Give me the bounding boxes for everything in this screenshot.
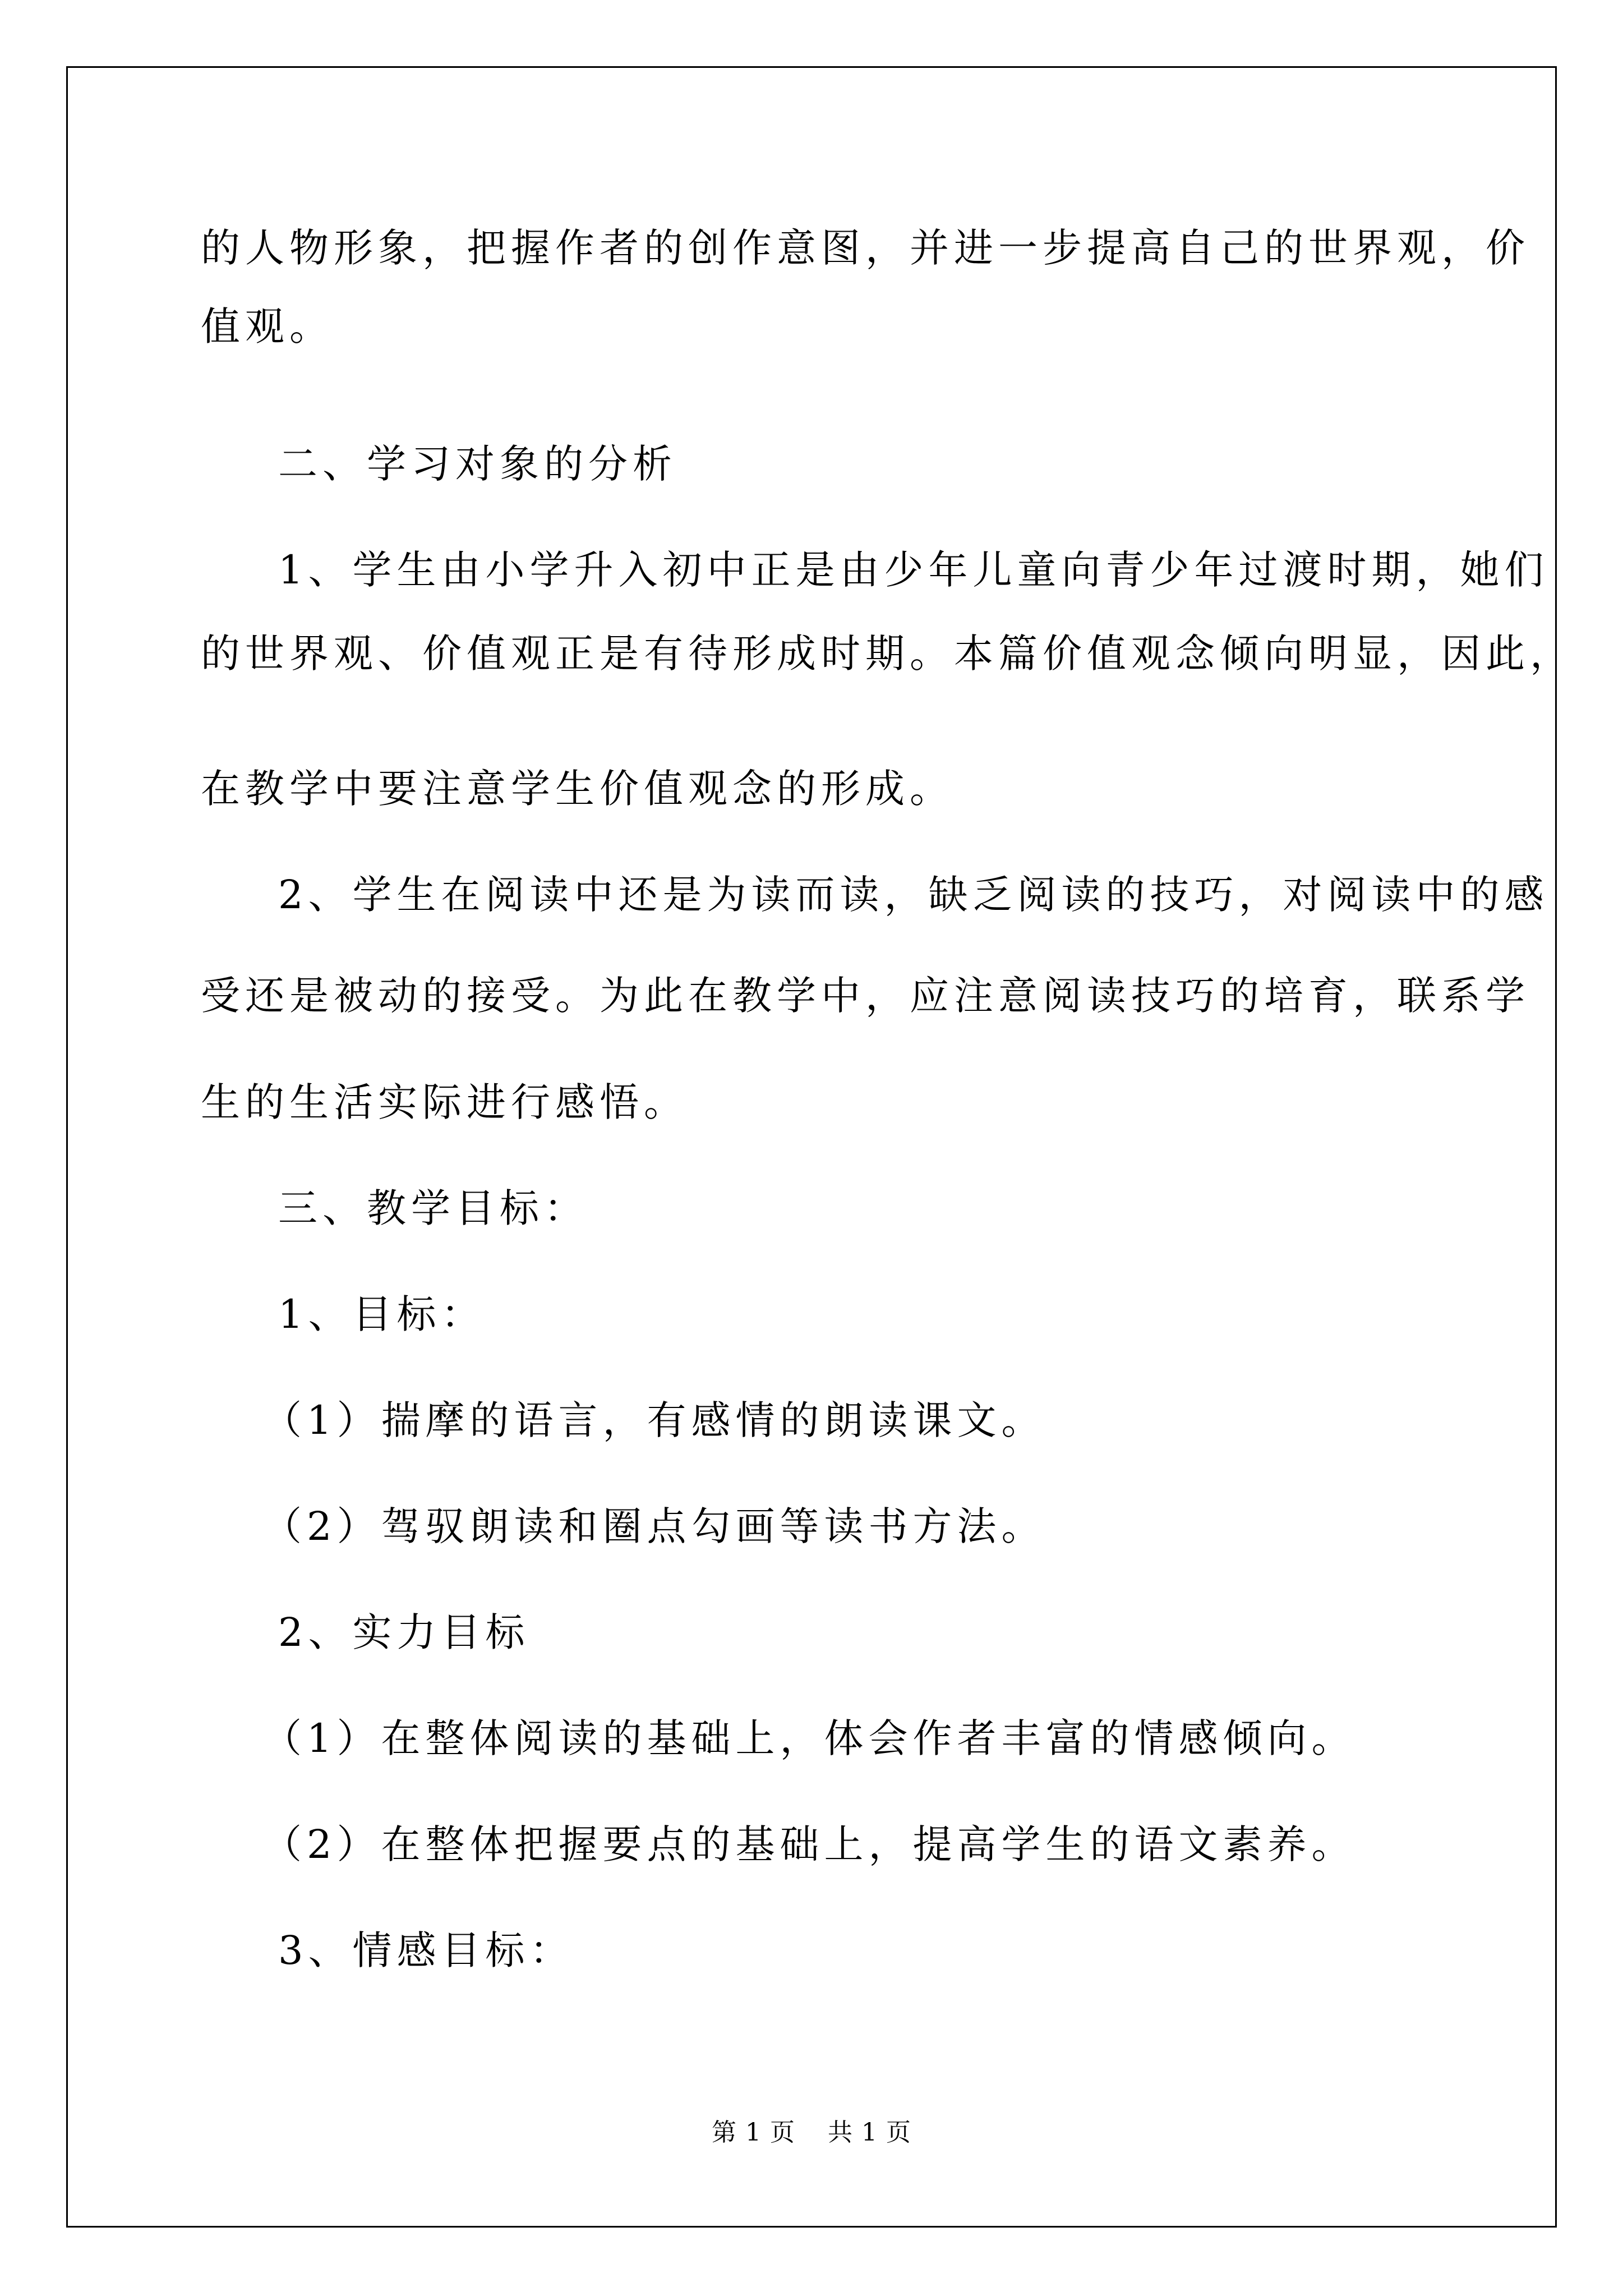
text-line: （1）在整体阅读的基础上，体会作者丰富的情感倾向。	[262, 1715, 1356, 1761]
text-line: 3、情感目标：	[278, 1927, 574, 1973]
text-line: （1）揣摩的语言，有感情的朗读课文。	[262, 1397, 1046, 1443]
text-line: （2）驾驭朗读和圈点勾画等读书方法。	[262, 1503, 1046, 1549]
text-line: 2、学生在阅读中还是为读而读，缺乏阅读的技巧，对阅读中的感	[278, 872, 1549, 918]
text-line: 值观。	[201, 303, 334, 349]
text-line: 1、学生由小学升入初中正是由少年儿童向青少年过渡时期，她们	[278, 547, 1549, 593]
text-line: 受还是被动的接受。为此在教学中，应注意阅读技巧的培育，联系学	[201, 973, 1530, 1019]
text-line: 2、实力目标	[278, 1609, 530, 1655]
text-line: 1、目标：	[278, 1291, 486, 1337]
page-total: 共 1 页	[828, 2118, 911, 2147]
page-number: 第 1 页	[712, 2118, 795, 2147]
page-border	[66, 66, 1557, 2228]
text-line: （2）在整体把握要点的基础上，提高学生的语文素养。	[262, 1821, 1356, 1867]
section-heading: 二、学习对象的分析	[278, 441, 677, 487]
page-footer	[0, 2116, 1623, 2150]
text-line: 在教学中要注意学生价值观念的形成。	[201, 766, 954, 812]
text-line: 的世界观、价值观正是有待形成时期。本篇价值观念倾向明显，因此，	[201, 631, 1574, 677]
text-line: 生的生活实际进行感悟。	[201, 1079, 688, 1125]
section-heading: 三、教学目标：	[278, 1185, 588, 1231]
text-line: 的人物形象，把握作者的创作意图，并进一步提高自己的世界观，价	[201, 225, 1530, 271]
